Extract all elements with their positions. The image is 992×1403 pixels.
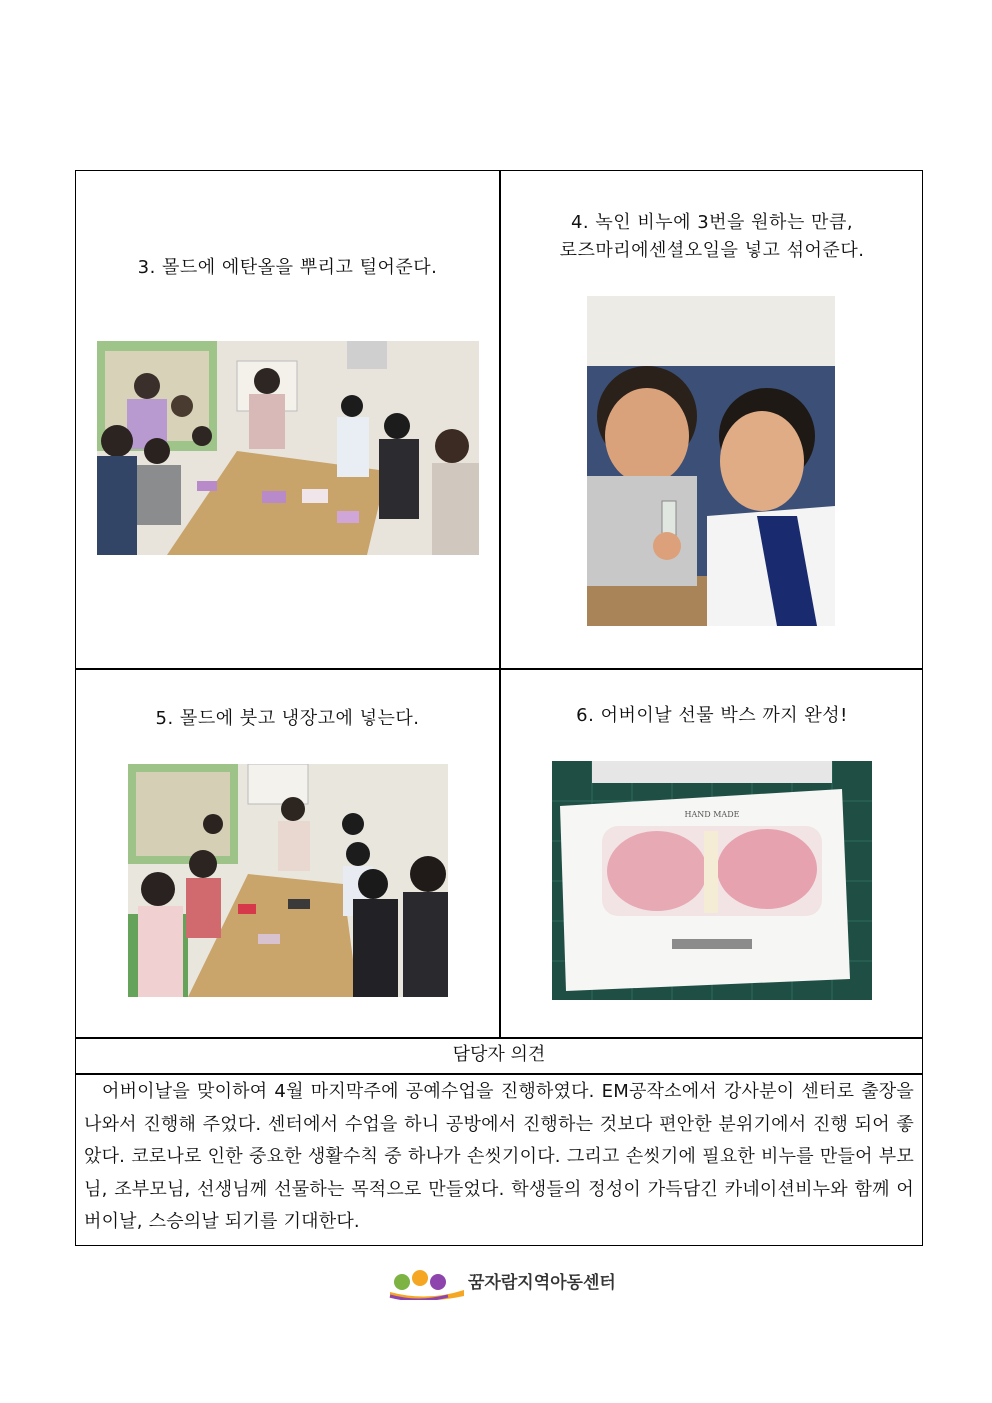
org-name: 꿈자람지역아동센터 xyxy=(468,1272,616,1293)
caption-line: 5. 몰드에 붓고 냉장고에 넣는다. xyxy=(155,708,420,729)
photo-report-table xyxy=(75,170,923,1246)
step-cell-3 xyxy=(76,171,499,668)
opinion-title: 담당자 의견 xyxy=(452,1044,546,1065)
step-caption xyxy=(76,254,499,282)
step-caption xyxy=(500,702,924,730)
caption-line: 3. 몰드에 에탄올을 뿌리고 털어준다. xyxy=(137,257,438,278)
footer xyxy=(388,1260,616,1300)
step-cell-6 xyxy=(500,669,924,1037)
photo-kids-making-soap-classroom xyxy=(97,341,479,555)
row-divider xyxy=(76,1073,922,1075)
caption-line: 4. 녹인 비누에 3번을 원하는 만큼, xyxy=(570,212,854,233)
photo-two-boys-with-oil-bottle xyxy=(587,296,835,626)
opinion-body: 어버이날을 맞이하여 4월 마지막주에 공예수업을 진행하였다. EM공작소에서 강사분이 센터로 출장을 나와서 진행해 주었다. 센터에서 수업을 하니 공방에서 진행하는 것보다 편안한 분위기에서 진행 되어 좋았다. 코로나로 인한 중요한 생활수칙 중 하나가 손씻기이다. 그리고 손씻기에 필요한 비누를 만들어 부모님, 조부모님, 선생님께 선물하는 목적으로 만들었다. 학생들의 정성이 가득담긴 카네이션비누와 함께 어버이날, 스승의날 되기를 기대한다. xyxy=(84,1081,914,1232)
step-cell-4 xyxy=(500,171,924,668)
photo-soap-gift-box xyxy=(552,761,872,1000)
step-caption xyxy=(76,705,499,733)
gift-box-label: HAND MADE xyxy=(684,810,740,819)
center-logo-icon xyxy=(388,1260,466,1300)
step-caption xyxy=(500,209,924,265)
photo-class-around-tables xyxy=(128,764,448,997)
step-cell-5 xyxy=(76,669,499,1037)
caption-line: 로즈마리에센셜오일을 넣고 섞어준다. xyxy=(559,240,865,261)
caption-line: 6. 어버이날 선물 박스 까지 완성! xyxy=(576,705,848,726)
